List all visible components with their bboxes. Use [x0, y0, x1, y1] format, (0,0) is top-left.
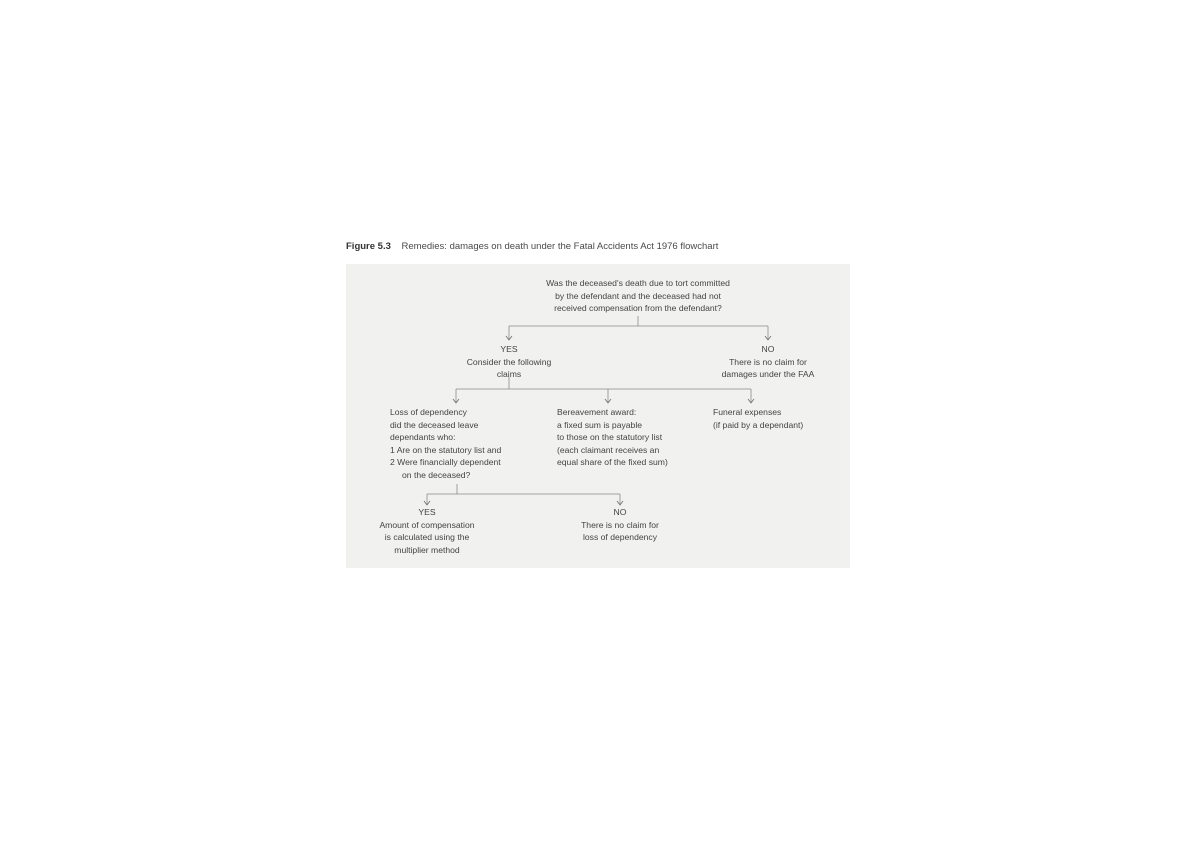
dep-yes-line-2: is calculated using the [384, 532, 470, 542]
loss-line-5: 2 Were financially dependent [390, 457, 501, 467]
dependency-yes-node [362, 506, 492, 556]
bereavement-line-1: Bereavement award: [557, 407, 637, 417]
bereavement-line-4: (each claimant receives an [557, 444, 660, 455]
no-branch [708, 343, 828, 381]
no-line-1: There is no claim for [729, 356, 807, 367]
bereavement-line-2: a fixed sum is payable [557, 419, 643, 430]
dep-no-line-1: There is no claim for [581, 519, 659, 530]
loss-line-4: 1 Are on the statutory list and [390, 444, 502, 455]
flowchart-panel [346, 264, 850, 568]
yes-branch [449, 343, 569, 381]
figure-caption [346, 241, 718, 252]
no-line-2: damages under the FAA [721, 369, 815, 379]
loss-of-dependency-node [390, 406, 501, 481]
dep-yes-answer: YES [418, 507, 436, 517]
loss-line-6: on the deceased? [402, 469, 471, 480]
bereavement-award-node [557, 406, 668, 469]
funeral-expenses-node [713, 406, 803, 431]
yes-line-2: claims [496, 369, 522, 379]
dep-yes-line-3: multiplier method [394, 544, 460, 555]
root-line-2: by the defendant and the deceased had not [555, 290, 721, 301]
dep-yes-line-1: Amount of compensation [379, 519, 475, 530]
root-line-3: received compensation from the defendant? [554, 303, 722, 313]
figure-label: Figure 5.3 [346, 241, 391, 252]
root-question [526, 277, 750, 315]
root-line-1: Was the deceased's death due to tort committed [546, 278, 730, 288]
bereavement-line-5: equal share of the fixed sum) [557, 457, 668, 467]
loss-line-3: dependants who: [390, 432, 456, 442]
loss-line-1: Loss of dependency [390, 407, 467, 417]
loss-line-2: did the deceased leave [390, 419, 479, 430]
dependency-no-node [560, 506, 680, 544]
dep-no-line-2: loss of dependency [582, 532, 658, 542]
funeral-line-1: Funeral expenses [713, 407, 782, 417]
figure-title: Remedies: damages on death under the Fatal Accidents Act 1976 flowchart [401, 241, 719, 252]
dep-no-answer: NO [613, 507, 627, 517]
yes-line-1: Consider the following [466, 356, 552, 367]
no-answer: NO [761, 344, 775, 354]
bereavement-line-3: to those on the statutory list [557, 432, 663, 442]
funeral-line-2: (if paid by a dependant) [713, 419, 804, 430]
yes-answer: YES [500, 344, 518, 354]
